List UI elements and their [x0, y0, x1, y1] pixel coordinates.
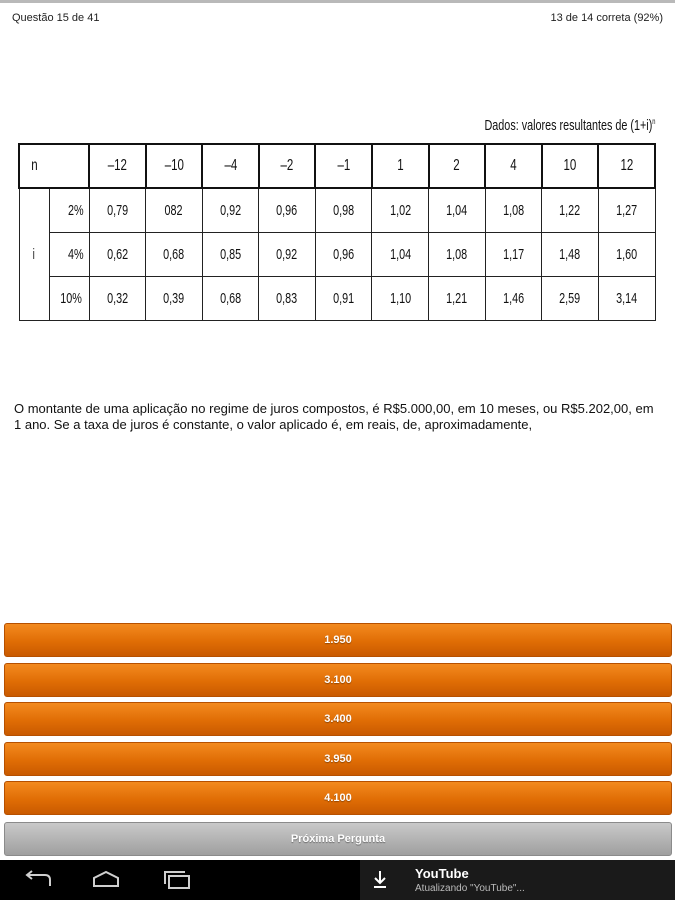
n-header-cell: 4 — [485, 144, 542, 188]
value-cell: 0,92 — [202, 188, 259, 232]
value-cell: 0,85 — [202, 232, 259, 276]
status-header — [0, 0, 675, 30]
value-cell: 0,96 — [259, 188, 316, 232]
score-text: 13 de 14 correta (92%) — [550, 12, 663, 24]
table-caption-text: Dados: valores resultantes de (1+i) — [484, 117, 652, 134]
value-cell: 0,39 — [146, 276, 203, 320]
n-header-cell: –10 — [146, 144, 203, 188]
answer-button-c[interactable]: 3.400 — [4, 702, 672, 736]
n-header-cell: –12 — [89, 144, 146, 188]
value-cell: 1,10 — [372, 276, 429, 320]
n-header-cell: –4 — [202, 144, 259, 188]
table-caption — [484, 117, 655, 134]
value-cell: 1,04 — [429, 188, 486, 232]
table-caption-exponent: n — [651, 117, 655, 126]
system-navbar — [0, 860, 675, 900]
value-cell: 1,21 — [429, 276, 486, 320]
rate-cell: 4% — [49, 232, 89, 276]
value-cell: 0,92 — [259, 232, 316, 276]
rate-cell: 2% — [49, 188, 89, 232]
n-header-cell: 1 — [372, 144, 429, 188]
value-cell: 0,68 — [146, 232, 203, 276]
value-cell: 1,08 — [485, 188, 542, 232]
value-cell: 1,02 — [372, 188, 429, 232]
n-header-cell: 2 — [429, 144, 486, 188]
answer-button-a[interactable]: 1.950 — [4, 623, 672, 657]
n-header-cell: –1 — [315, 144, 372, 188]
value-cell: 1,46 — [485, 276, 542, 320]
value-cell: 0,91 — [315, 276, 372, 320]
value-cell: 1,04 — [372, 232, 429, 276]
value-cell: 0,83 — [259, 276, 316, 320]
table-header-row — [19, 144, 655, 188]
value-cell: 0,68 — [202, 276, 259, 320]
value-cell: 082 — [146, 188, 203, 232]
question-progress: Questão 15 de 41 — [12, 12, 100, 24]
home-icon[interactable] — [88, 870, 124, 895]
answer-list — [4, 623, 672, 821]
next-question-button[interactable]: Próxima Pergunta — [4, 822, 672, 856]
value-cell: 2,59 — [542, 276, 599, 320]
i-label-cell: i — [19, 188, 49, 320]
value-cell: 1,17 — [485, 232, 542, 276]
question-text: O montante de uma aplicação no regime de juros compostos, é R$5.000,00, em 10 meses, ou R$5.202,00, em 1 ano. Se a taxa de juros é constante, o valor aplicado é, em reais, de, aproximadamente, — [14, 401, 654, 432]
notification-title: YouTube — [415, 866, 469, 881]
back-icon[interactable] — [20, 870, 54, 895]
value-cell: 1,27 — [598, 188, 655, 232]
value-cell: 0,32 — [89, 276, 146, 320]
answer-button-b[interactable]: 3.100 — [4, 663, 672, 697]
notification-subtitle: Atualizando "YouTube"... — [415, 883, 525, 894]
n-header-cell: –2 — [259, 144, 316, 188]
n-header: n — [19, 144, 89, 188]
value-cell: 0,96 — [315, 232, 372, 276]
download-notification[interactable] — [360, 860, 675, 900]
value-cell: 1,08 — [429, 232, 486, 276]
value-cell: 3,14 — [598, 276, 655, 320]
value-cell: 0,98 — [315, 188, 372, 232]
n-header-cell: 10 — [542, 144, 599, 188]
recent-apps-icon[interactable] — [160, 870, 194, 895]
answer-button-e[interactable]: 4.100 — [4, 781, 672, 815]
answer-button-d[interactable]: 3.950 — [4, 742, 672, 776]
value-cell: 0,62 — [89, 232, 146, 276]
table-row — [19, 188, 655, 232]
value-cell: 1,22 — [542, 188, 599, 232]
value-cell: 0,79 — [89, 188, 146, 232]
n-header-cell: 12 — [598, 144, 655, 188]
download-icon — [372, 869, 388, 896]
value-cell: 1,60 — [598, 232, 655, 276]
table-row — [19, 232, 655, 276]
table-row — [19, 276, 655, 320]
value-cell: 1,48 — [542, 232, 599, 276]
interest-factor-table — [18, 143, 656, 321]
rate-cell: 10% — [49, 276, 89, 320]
